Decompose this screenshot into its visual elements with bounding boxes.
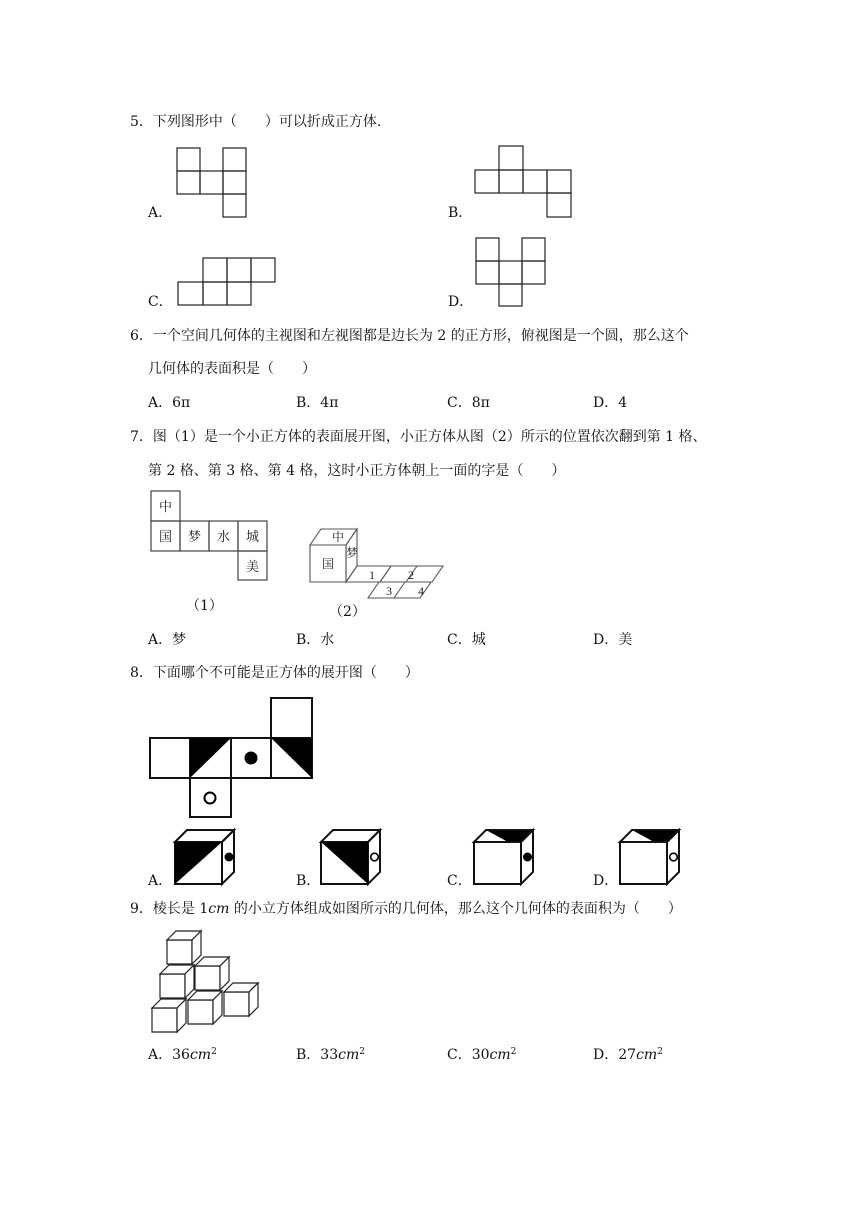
grid-number-1: 1 <box>369 568 375 582</box>
q8-cube-d <box>618 827 684 887</box>
q8-option-d[interactable]: D． <box>593 873 619 889</box>
net-char-shui: 水 <box>216 530 231 545</box>
q7-option-b[interactable]: B．水 <box>296 632 335 648</box>
q7-figure-1-net <box>150 490 270 582</box>
q8-option-b[interactable]: B． <box>296 873 321 889</box>
q5-stem: 5．下列图形中（ ）可以折成正方体. <box>130 114 382 130</box>
q9-option-c[interactable]: C．$30cm^2$ <box>447 1047 517 1063</box>
q6-option-a[interactable]: A．6π <box>148 395 191 411</box>
q6-stem-line1: 6．一个空间几何体的主视图和左视图都是边长为 2 的正方形，俯视图是一个圆，那么这个 <box>130 328 689 344</box>
cube-front-char: 国 <box>321 557 335 571</box>
q9-option-d[interactable]: D．$27cm^2$ <box>593 1047 663 1063</box>
q7-stem-line2: 第 2 格、第 3 格、第 4 格，这时小正方体朝上一面的字是（ ） <box>148 463 566 479</box>
grid-number-2: 2 <box>408 568 414 582</box>
q5-net-a <box>176 147 248 218</box>
q5-net-d <box>475 237 546 307</box>
q7-figure-1-caption: （1） <box>186 598 223 614</box>
grid-number-3: 3 <box>386 584 392 598</box>
filled-dot-icon <box>245 752 258 765</box>
hollow-dot-icon <box>205 793 216 804</box>
q5-option-a[interactable]: A． <box>148 205 173 221</box>
q6-option-d[interactable]: D．4 <box>593 395 628 411</box>
q8-cube-a <box>173 827 239 887</box>
q7-figure-2-cube-grid <box>305 520 475 602</box>
q6-option-b[interactable]: B．4π <box>296 395 339 411</box>
q6-option-c[interactable]: C．8π <box>447 395 490 411</box>
q9-option-a[interactable]: A．$36cm^2$ <box>148 1047 217 1063</box>
q9-stem: 9．棱长是 1cm 的小立方体组成如图所示的几何体，那么这个几何体的表面积为（ ） <box>130 901 682 917</box>
net-char-guo: 国 <box>158 530 173 545</box>
net-char-mei: 美 <box>245 560 260 575</box>
cube-side-char: 梦 <box>345 546 359 560</box>
q8-option-c[interactable]: C． <box>447 873 472 889</box>
q8-option-a[interactable]: A． <box>148 873 173 889</box>
q7-option-a[interactable]: A．梦 <box>148 632 187 648</box>
q5-net-b <box>474 145 572 218</box>
q7-figure-2-caption: （2） <box>329 604 366 620</box>
q6-stem-line2: 几何体的表面积是（ ） <box>148 361 316 377</box>
q8-net-figure <box>148 696 316 820</box>
q5-net-c <box>177 257 276 306</box>
q5-option-d[interactable]: D． <box>448 294 474 310</box>
q8-stem: 8．下面哪个不可能是正方体的展开图（ ） <box>130 665 419 681</box>
q5-option-b[interactable]: B． <box>448 205 473 221</box>
q5-option-c[interactable]: C． <box>148 294 173 310</box>
q8-cube-b <box>319 827 385 887</box>
q7-option-c[interactable]: C．城 <box>447 632 486 648</box>
net-char-meng: 梦 <box>187 530 202 545</box>
cube-top-char: 中 <box>331 530 345 544</box>
q7-option-d[interactable]: D．美 <box>593 632 633 648</box>
net-char-zhong: 中 <box>158 500 173 515</box>
grid-number-4: 4 <box>418 584 424 598</box>
net-char-cheng: 城 <box>245 530 260 545</box>
q7-stem-line1: 7．图（1）是一个小正方体的表面展开图，小正方体从图（2）所示的位置依次翻到第 1 格、 <box>130 429 707 445</box>
q9-option-b[interactable]: B．$33cm^2$ <box>296 1047 365 1063</box>
q9-stacked-cubes-figure <box>148 928 268 1038</box>
q8-cube-c <box>472 827 538 887</box>
